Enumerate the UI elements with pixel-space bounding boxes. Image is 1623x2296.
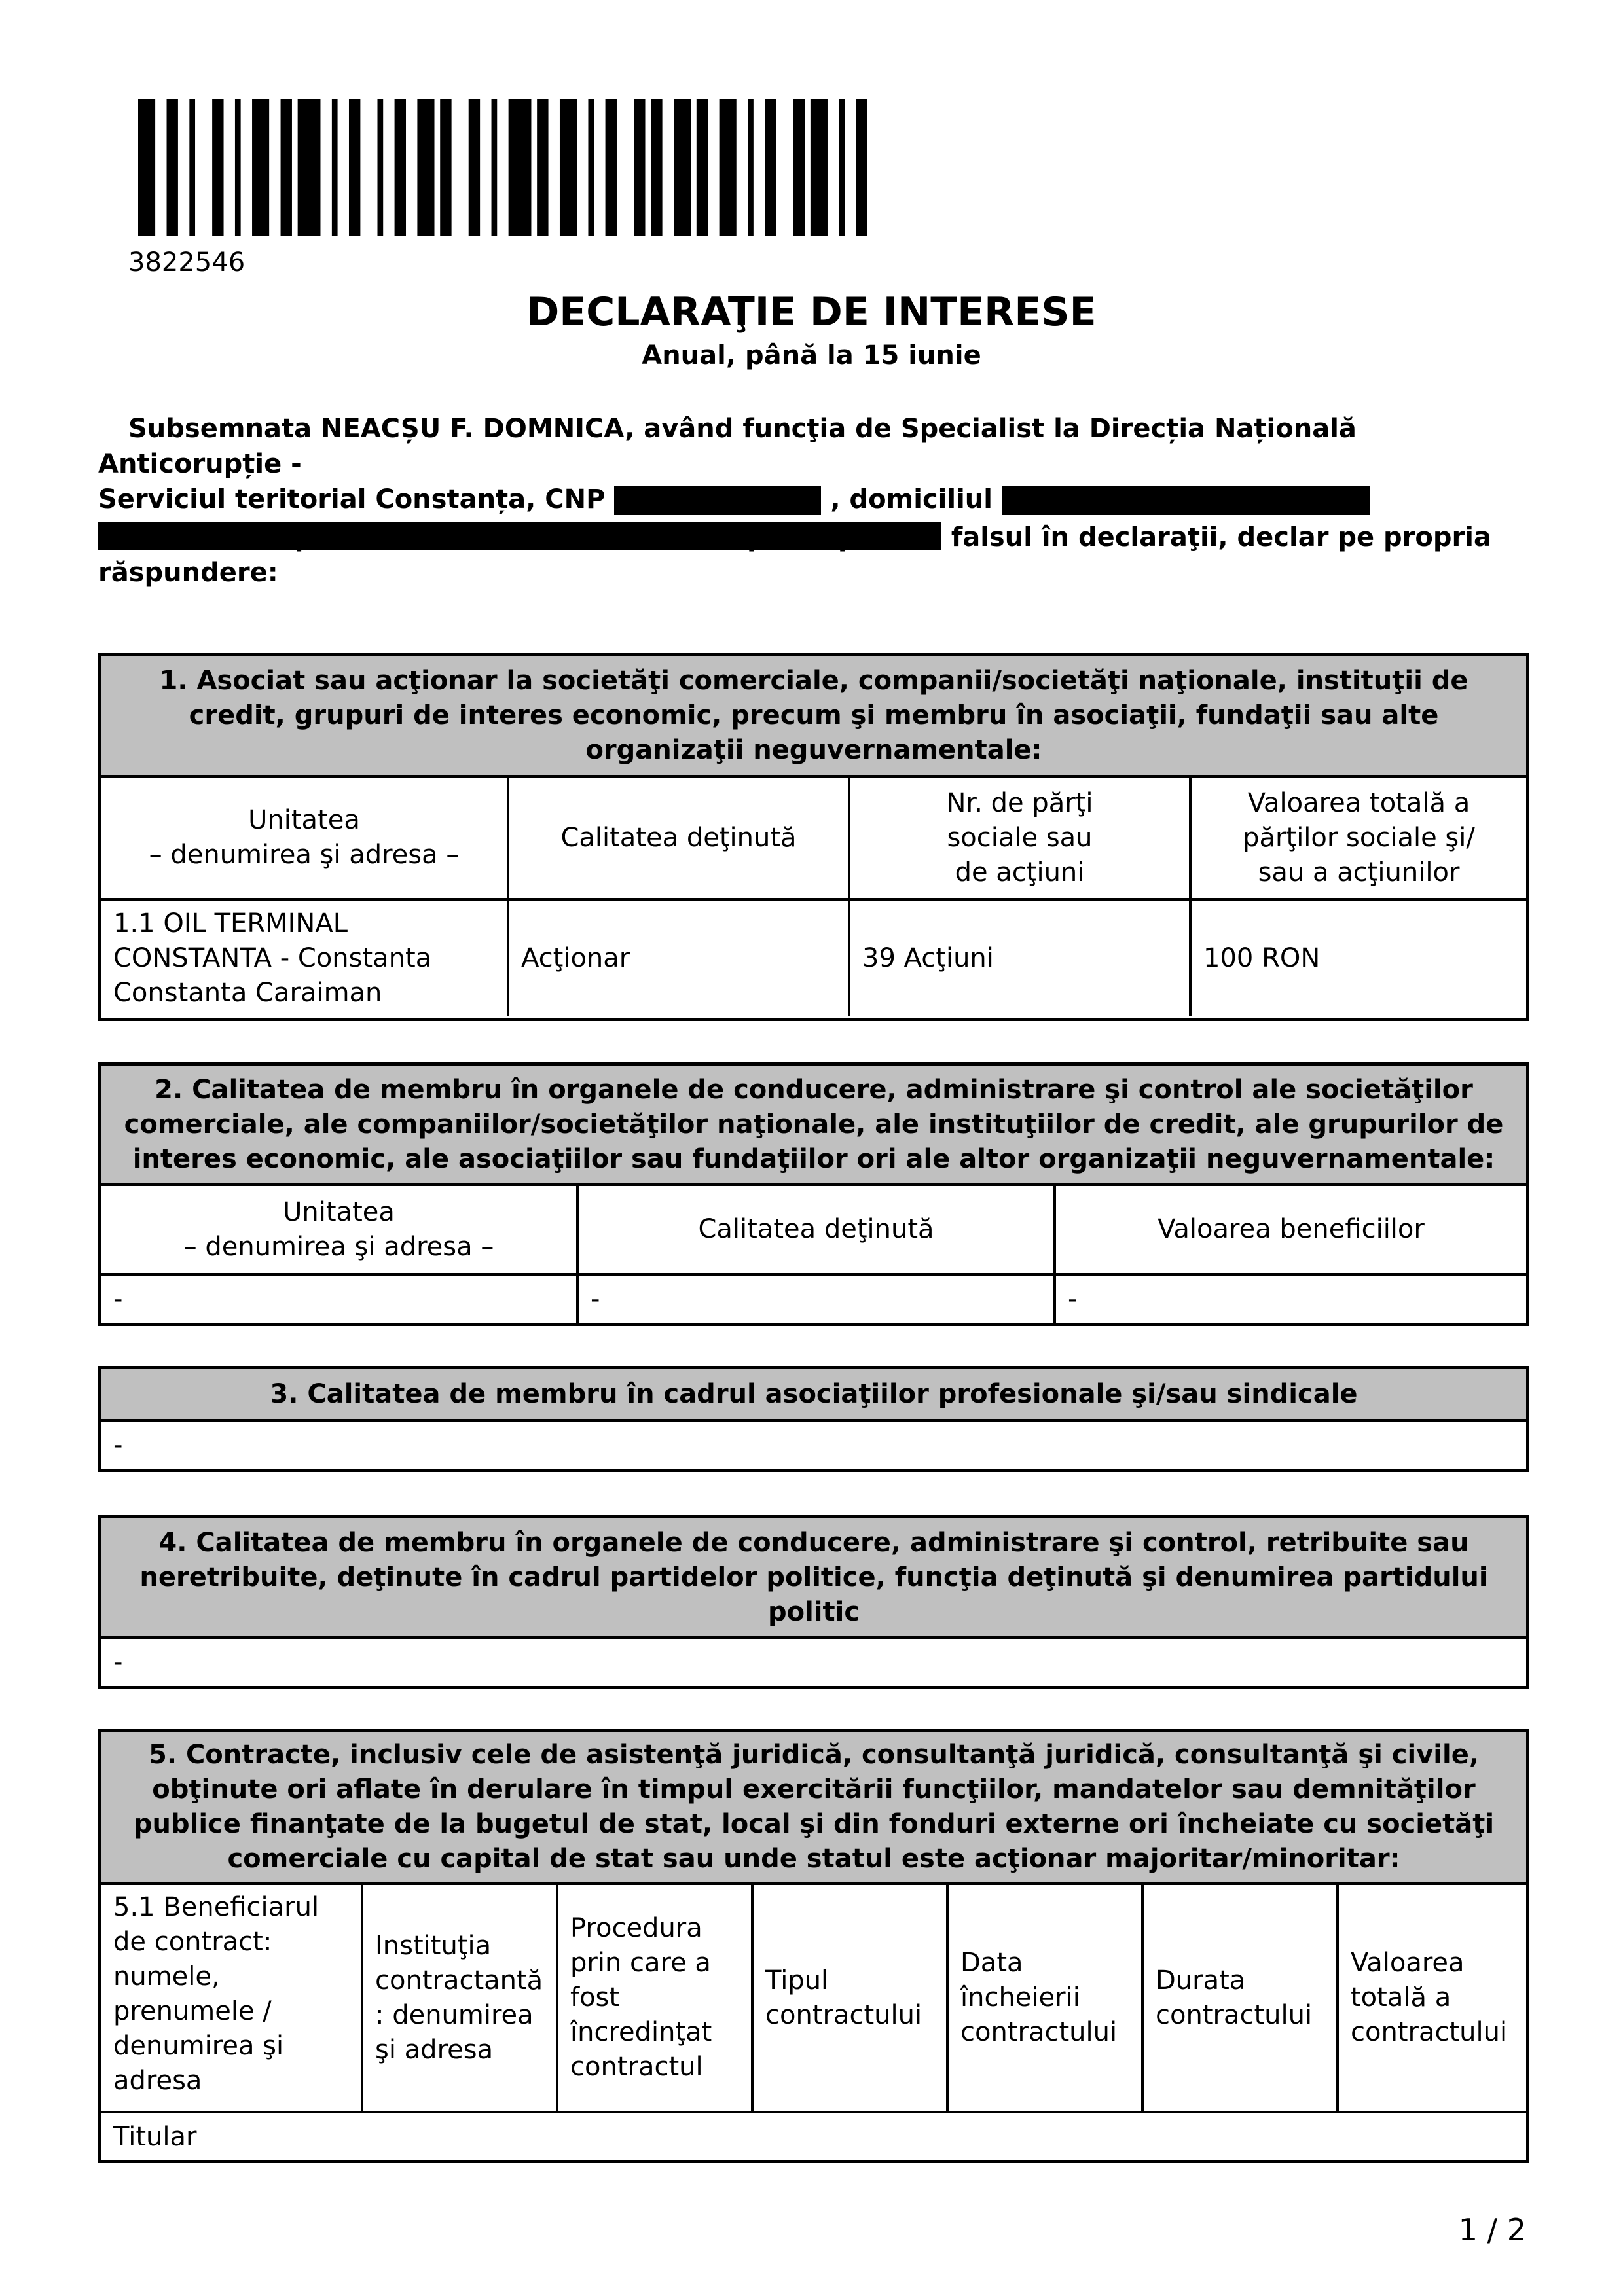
cell-capacity: - bbox=[579, 1276, 1056, 1323]
intro-line-1: Subsemnata NEACȘU F. DOMNICA, având funcţia de Specialist la Direcția Națională Anticorupție - bbox=[98, 414, 1357, 479]
barcode-bar bbox=[138, 99, 155, 236]
cell-capacity: Acţionar bbox=[509, 901, 850, 1016]
section-5-contracts bbox=[98, 1729, 1529, 2163]
barcode-bar bbox=[252, 99, 269, 236]
section-3-value: - bbox=[113, 1430, 123, 1460]
section-2-management-roles bbox=[98, 1062, 1529, 1326]
table-row bbox=[101, 898, 1526, 1016]
section-4-title: 4. Calitatea de membru în organele de conducere, administrare şi control, retribuite sau neretribuite, deţinute în cadrul partidelor politice, funcţia deţinută şi denumirea partidului politic bbox=[101, 1518, 1526, 1639]
section-2-header-row bbox=[101, 1186, 1526, 1273]
barcode-bar bbox=[651, 99, 662, 236]
column-header-contracting-institution: Instituţia contractantă : denumirea şi adresa bbox=[363, 1885, 558, 2111]
section-4-political-parties bbox=[98, 1515, 1529, 1689]
column-header-shares-count: Nr. de părţi sociale sau de acţiuni bbox=[850, 778, 1192, 898]
barcode-bar bbox=[167, 99, 178, 236]
cell-total-value: 100 RON bbox=[1203, 943, 1321, 973]
cell-benefits-value: - bbox=[1068, 1283, 1078, 1314]
barcode-bar bbox=[720, 99, 737, 236]
barcode-bar bbox=[417, 99, 434, 236]
barcode-bar bbox=[469, 99, 480, 236]
intro-text-cnp: Serviciul teritorial Constanța, CNP bbox=[98, 484, 606, 514]
page-number: 1 / 2 bbox=[1458, 2212, 1526, 2248]
section-5-header-row bbox=[101, 1885, 1526, 2111]
section-3-professional-associations bbox=[98, 1366, 1529, 1472]
intro-text-domicile: , domiciliul bbox=[830, 484, 993, 514]
column-header-unit: Unitatea – denumirea şi adresa – bbox=[101, 778, 509, 898]
barcode-bar bbox=[765, 99, 776, 236]
document-title: DECLARAŢIE DE INTERESE bbox=[526, 289, 1097, 335]
barcode-bar bbox=[298, 99, 321, 236]
barcode-bar bbox=[634, 99, 645, 236]
document-subtitle: Anual, până la 15 iunie bbox=[642, 340, 981, 370]
column-header-capacity: Calitatea deţinută bbox=[509, 778, 850, 898]
redacted-cnp bbox=[614, 486, 821, 515]
table-row bbox=[101, 2111, 1526, 2161]
section-1-shareholdings bbox=[98, 653, 1529, 1021]
section-4-value: - bbox=[113, 1647, 123, 1677]
column-header-contract-duration: Durata contractului bbox=[1144, 1885, 1339, 2111]
barcode-image bbox=[138, 99, 884, 236]
barcode-bar bbox=[856, 99, 867, 236]
barcode-bar bbox=[377, 99, 383, 236]
column-header-unit: Unitatea – denumirea şi adresa – bbox=[101, 1186, 579, 1273]
cell-unit: 1.1 OIL TERMINAL CONSTANTA - Constanta Constanta Caraiman bbox=[101, 901, 509, 1016]
barcode-bar bbox=[395, 99, 406, 236]
barcode-bar bbox=[349, 99, 360, 236]
cell-shares-count: 39 Acţiuni bbox=[850, 901, 1192, 1016]
document-id-number: 3822546 bbox=[128, 247, 246, 278]
section-2-title: 2. Calitatea de membru în organele de conducere, administrare şi control ale societăţilor comerciale, ale companiilor/societăţilor naţionale, ale instituţiilor de credit, ale grupurilor de interes economic, ale asociaţiilor sau fundaţiilor ori ale altor organizaţii neguvernamentale: bbox=[101, 1066, 1526, 1186]
column-header-contract-value: Valoarea totală a contractului bbox=[1351, 1948, 1508, 2047]
barcode-bar bbox=[811, 99, 828, 236]
column-header-procedure: Procedura prin care a fost încredinţat contractul bbox=[558, 1885, 754, 2111]
barcode-bar bbox=[537, 99, 548, 236]
section-1-title: 1. Asociat sau acţionar la societăţi comerciale, companii/societăţi naţionale, instituţii de credit, grupuri de interes economic, precum şi membru în asociaţii, fundaţii sau alte organizaţii neguvernamentale: bbox=[101, 656, 1526, 778]
barcode-bar bbox=[440, 99, 451, 236]
declaration-statement: cunoscând prevederile art. 292 din Codul penal privind falsul în declaraţii, declar pe propria răspundere: bbox=[98, 522, 1491, 588]
column-header-beneficiary: 5.1 Beneficiarul de contract: numele, prenumele / denumirea şi adresa bbox=[101, 1885, 363, 2111]
barcode-bar bbox=[839, 99, 845, 236]
intro-line-2 bbox=[98, 482, 1525, 517]
barcode-bar bbox=[748, 99, 754, 236]
barcode-bar bbox=[212, 99, 223, 236]
column-header-capacity: Calitatea deţinută bbox=[579, 1186, 1056, 1273]
barcode-bar bbox=[509, 99, 532, 236]
barcode-bar bbox=[588, 99, 594, 236]
barcode-bar bbox=[793, 99, 805, 236]
barcode-bar bbox=[560, 99, 577, 236]
barcode-bar bbox=[492, 99, 498, 236]
table-row bbox=[101, 1273, 1526, 1323]
barcode-bar bbox=[332, 99, 338, 236]
section-5-title: 5. Contracte, inclusiv cele de asistenţă juridică, consultanţă juridică, consultanţă şi civile, obţinute ori aflate în derulare în timpul exercitării funcţiilor, mandatelor sau demnităţilor publice finanţate de la bugetul de stat, local şi din fonduri externe ori încheiate cu societăţi comerciale cu capital de stat sau unde statul este acţionar majoritar/minoritar: bbox=[101, 1732, 1526, 1885]
column-header-total-value: Valoarea totală a părţilor sociale şi/ sau a acţiunilor bbox=[1243, 787, 1475, 888]
barcode-bar bbox=[697, 99, 708, 236]
redacted-address bbox=[1002, 486, 1370, 515]
column-header-contract-type: Tipul contractului bbox=[754, 1885, 949, 2111]
barcode-bar bbox=[235, 99, 241, 236]
column-header-contract-date: Data încheierii contractului bbox=[949, 1885, 1144, 2111]
barcode-bar bbox=[606, 99, 617, 236]
barcode-bar bbox=[674, 99, 691, 236]
column-header-benefits-value: Valoarea beneficiilor bbox=[1158, 1214, 1425, 1244]
cell-unit: - bbox=[101, 1276, 579, 1323]
barcode-bar bbox=[281, 99, 292, 236]
section-3-title: 3. Calitatea de membru în cadrul asociaţiilor profesionale şi/sau sindicale bbox=[101, 1369, 1526, 1422]
section-1-header-row bbox=[101, 778, 1526, 898]
barcode-bar bbox=[189, 99, 195, 236]
row-label-holder: Titular bbox=[113, 2121, 197, 2152]
